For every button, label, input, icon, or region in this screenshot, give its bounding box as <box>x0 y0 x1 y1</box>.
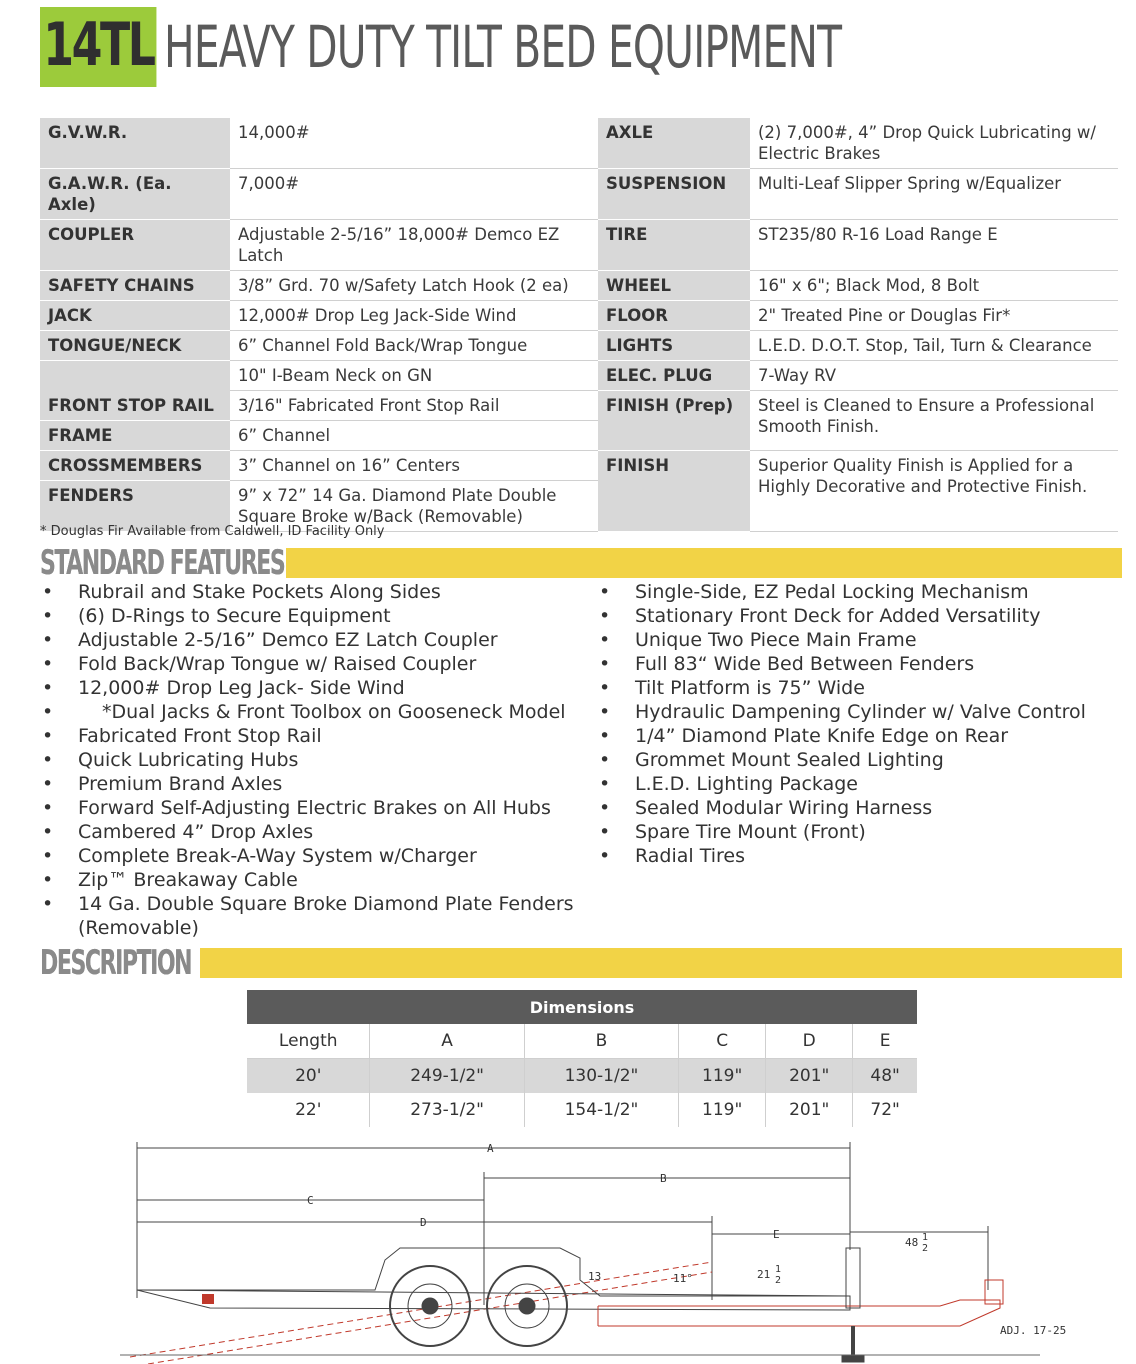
jack-foot <box>842 1356 864 1362</box>
table-cell: 154-1/2" <box>524 1093 678 1127</box>
spec-label: TIRE <box>598 220 750 271</box>
dimensions-table <box>247 990 917 1127</box>
spec-label: AXLE <box>598 118 750 169</box>
fraction-denominator: 2 <box>775 1275 782 1286</box>
table-row <box>40 169 1118 220</box>
spec-value: 6” Channel Fold Back/Wrap Tongue <box>230 331 598 361</box>
column-header: C <box>679 1024 766 1059</box>
tongue <box>850 1300 1000 1326</box>
table-cell: 22' <box>295 1100 322 1120</box>
adjustment-label: ADJ. 17-25 <box>1000 1324 1067 1337</box>
trailer-drawing <box>0 1130 1136 1364</box>
column-header: D <box>766 1024 853 1059</box>
list-item: • Quick Lubricating Hubs <box>40 748 580 772</box>
list-item: • Fold Back/Wrap Tongue w/ Raised Coupler <box>40 652 580 676</box>
spec-value: 3/16" Fabricated Front Stop Rail <box>230 391 598 421</box>
list-item: • Radial Tires <box>597 844 1127 868</box>
spec-value: ST235/80 R-16 Load Range E <box>750 220 1118 271</box>
deck-line <box>137 1290 850 1296</box>
spec-label: LIGHTS <box>598 331 750 361</box>
spec-value: Adjustable 2-5/16” 18,000# Demco EZ Latch <box>230 220 598 271</box>
dimension-label-21: 21 <box>757 1268 771 1281</box>
list-item: • Cambered 4” Drop Axles <box>40 820 580 844</box>
list-item: • Complete Break-A-Way System w/Charger <box>40 844 580 868</box>
column-header: B <box>524 1024 678 1059</box>
table-row <box>40 451 1118 481</box>
spec-label: FRAME <box>40 421 230 451</box>
hub-center <box>519 1298 535 1314</box>
list-item: • Adjustable 2-5/16” Demco EZ Latch Coupler <box>40 628 580 652</box>
table-row <box>247 1093 917 1127</box>
table-row <box>40 331 1118 361</box>
footnote: * Douglas Fir Available from Caldwell, ID Facility Only <box>40 524 385 539</box>
table-row <box>40 391 1118 421</box>
section-bar <box>200 948 1122 978</box>
dimension-label-c: C <box>307 1194 314 1207</box>
spec-value: 10" I-Beam Neck on GN <box>230 361 598 391</box>
fraction-denominator: 2 <box>922 1243 929 1254</box>
spec-label: FENDERS <box>40 481 230 532</box>
spec-label: FRONT STOP RAIL <box>40 391 230 421</box>
table-row <box>247 1024 917 1059</box>
dimension-label-d: D <box>420 1216 427 1229</box>
spec-label: SAFETY CHAINS <box>40 271 230 301</box>
dimension-label-48: 48 <box>905 1236 919 1249</box>
features-list-right <box>597 580 1127 868</box>
list-item: • Grommet Mount Sealed Lighting <box>597 748 1127 772</box>
list-item: • Premium Brand Axles <box>40 772 580 796</box>
table-row <box>40 271 1118 301</box>
table-row <box>40 301 1118 331</box>
dimensions-title: Dimensions <box>247 990 917 1024</box>
table-cell: 130-1/2" <box>524 1059 678 1094</box>
spec-label: G.A.W.R. (Ea. Axle) <box>40 169 230 220</box>
spec-value: (2) 7,000#, 4” Drop Quick Lubricating w/ Electric Brakes <box>750 118 1118 169</box>
spec-label: JACK <box>40 301 230 331</box>
list-item: • L.E.D. Lighting Package <box>597 772 1127 796</box>
table-row <box>40 361 1118 391</box>
spec-value: L.E.D. D.O.T. Stop, Tail, Turn & Clearance <box>750 331 1118 361</box>
table-row <box>247 1059 917 1094</box>
list-item: • Sealed Modular Wiring Harness <box>597 796 1127 820</box>
table-cell: 119" <box>679 1093 766 1127</box>
table-cell: 20' <box>247 1059 370 1094</box>
features-list-left <box>40 580 580 940</box>
spec-label: FLOOR <box>598 301 750 331</box>
fraction-numerator: 1 <box>775 1264 782 1275</box>
list-item: • Full 83“ Wide Bed Between Fenders <box>597 652 1127 676</box>
list-item: • 12,000# Drop Leg Jack- Side Wind <box>40 676 580 700</box>
spec-value: 2" Treated Pine or Douglas Fir* <box>750 301 1118 331</box>
list-item: • Hydraulic Dampening Cylinder w/ Valve Control <box>597 700 1127 724</box>
list-item: • Single-Side, EZ Pedal Locking Mechanism <box>597 580 1127 604</box>
dimension-label-b: B <box>660 1172 667 1185</box>
spec-value: 6” Channel <box>230 421 598 451</box>
hub-center <box>422 1298 438 1314</box>
list-item: • Stationary Front Deck for Added Versatility <box>597 604 1127 628</box>
spec-value: 7-Way RV <box>750 361 1118 391</box>
list-item: • *Dual Jacks & Front Toolbox on Gooseneck Model <box>40 700 580 724</box>
list-item: • Tilt Platform is 75” Wide <box>597 676 1127 700</box>
spec-value: Multi-Leaf Slipper Spring w/Equalizer <box>750 169 1118 220</box>
spec-label <box>40 361 230 391</box>
list-item: • Unique Two Piece Main Frame <box>597 628 1127 652</box>
spec-value: 3/8” Grd. 70 w/Safety Latch Hook (2 ea) <box>230 271 598 301</box>
trailer-body <box>137 1248 850 1310</box>
column-header: A <box>370 1024 524 1059</box>
table-cell: 249-1/2" <box>370 1059 524 1094</box>
spec-value: 9” x 72” 14 Ga. Diamond Plate Double Square Broke w/Back (Removable) <box>230 481 598 532</box>
list-item: • Fabricated Front Stop Rail <box>40 724 580 748</box>
list-item: • Spare Tire Mount (Front) <box>597 820 1127 844</box>
spec-label: TONGUE/NECK <box>40 331 230 361</box>
dimension-label-a: A <box>487 1142 494 1155</box>
table-cell: 201" <box>766 1059 853 1094</box>
spec-value: 7,000# <box>230 169 598 220</box>
list-item: • Forward Self-Adjusting Electric Brakes on All Hubs <box>40 796 580 820</box>
page-title: HEAVY DUTY TILT BED EQUIPMENT <box>164 13 842 81</box>
table-cell: 201" <box>766 1093 853 1127</box>
spec-label: CROSSMEMBERS <box>40 451 230 481</box>
spec-label: FINISH <box>598 451 750 532</box>
model-badge: 14TL <box>40 7 157 87</box>
spec-label: COUPLER <box>40 220 230 271</box>
list-item: • Zip™ Breakaway Cable <box>40 868 580 892</box>
spec-value: 3” Channel on 16” Centers <box>230 451 598 481</box>
table-row <box>40 220 1118 271</box>
section-title: STANDARD FEATURES <box>40 543 285 583</box>
spec-value: 14,000# <box>230 118 598 169</box>
table-row <box>40 118 1118 169</box>
column-header: E <box>853 1024 917 1059</box>
table-cell: 72" <box>853 1093 917 1127</box>
spec-value: Steel is Cleaned to Ensure a Professional Smooth Finish. <box>750 391 1118 451</box>
tilt-outline <box>148 1272 712 1364</box>
taillight-icon <box>202 1294 214 1304</box>
fraction-numerator: 1 <box>922 1232 929 1243</box>
list-item: • 14 Ga. Double Square Broke Diamond Plate Fenders (Removable) <box>40 892 580 940</box>
list-item: • Rubrail and Stake Pockets Along Sides <box>40 580 580 604</box>
spec-value: 16" x 6"; Black Mod, 8 Bolt <box>750 271 1118 301</box>
table-cell: 273-1/2" <box>370 1093 524 1127</box>
column-header: Length <box>247 1024 370 1059</box>
spec-label: SUSPENSION <box>598 169 750 220</box>
dimension-label-e: E <box>773 1228 780 1241</box>
front-stop-rail <box>846 1248 860 1308</box>
spec-value: 12,000# Drop Leg Jack-Side Wind <box>230 301 598 331</box>
spec-label: WHEEL <box>598 271 750 301</box>
dimension-label-13: 13 <box>588 1270 602 1283</box>
list-item: • 1/4” Diamond Plate Knife Edge on Rear <box>597 724 1127 748</box>
angle-label: 11° <box>673 1272 693 1285</box>
section-bar <box>286 548 1122 578</box>
list-item: • (6) D-Rings to Secure Equipment <box>40 604 580 628</box>
table-cell: 48" <box>853 1059 917 1094</box>
spec-label: FINISH (Prep) <box>598 391 750 451</box>
spec-label: ELEC. PLUG <box>598 361 750 391</box>
table-cell: 119" <box>679 1059 766 1094</box>
section-title: DESCRIPTION <box>40 943 192 983</box>
spec-value: Superior Quality Finish is Applied for a Highly Decorative and Protective Finish. <box>750 451 1118 532</box>
spec-table <box>40 118 1118 532</box>
page-header <box>40 6 1033 88</box>
spec-label: G.V.W.R. <box>40 118 230 169</box>
